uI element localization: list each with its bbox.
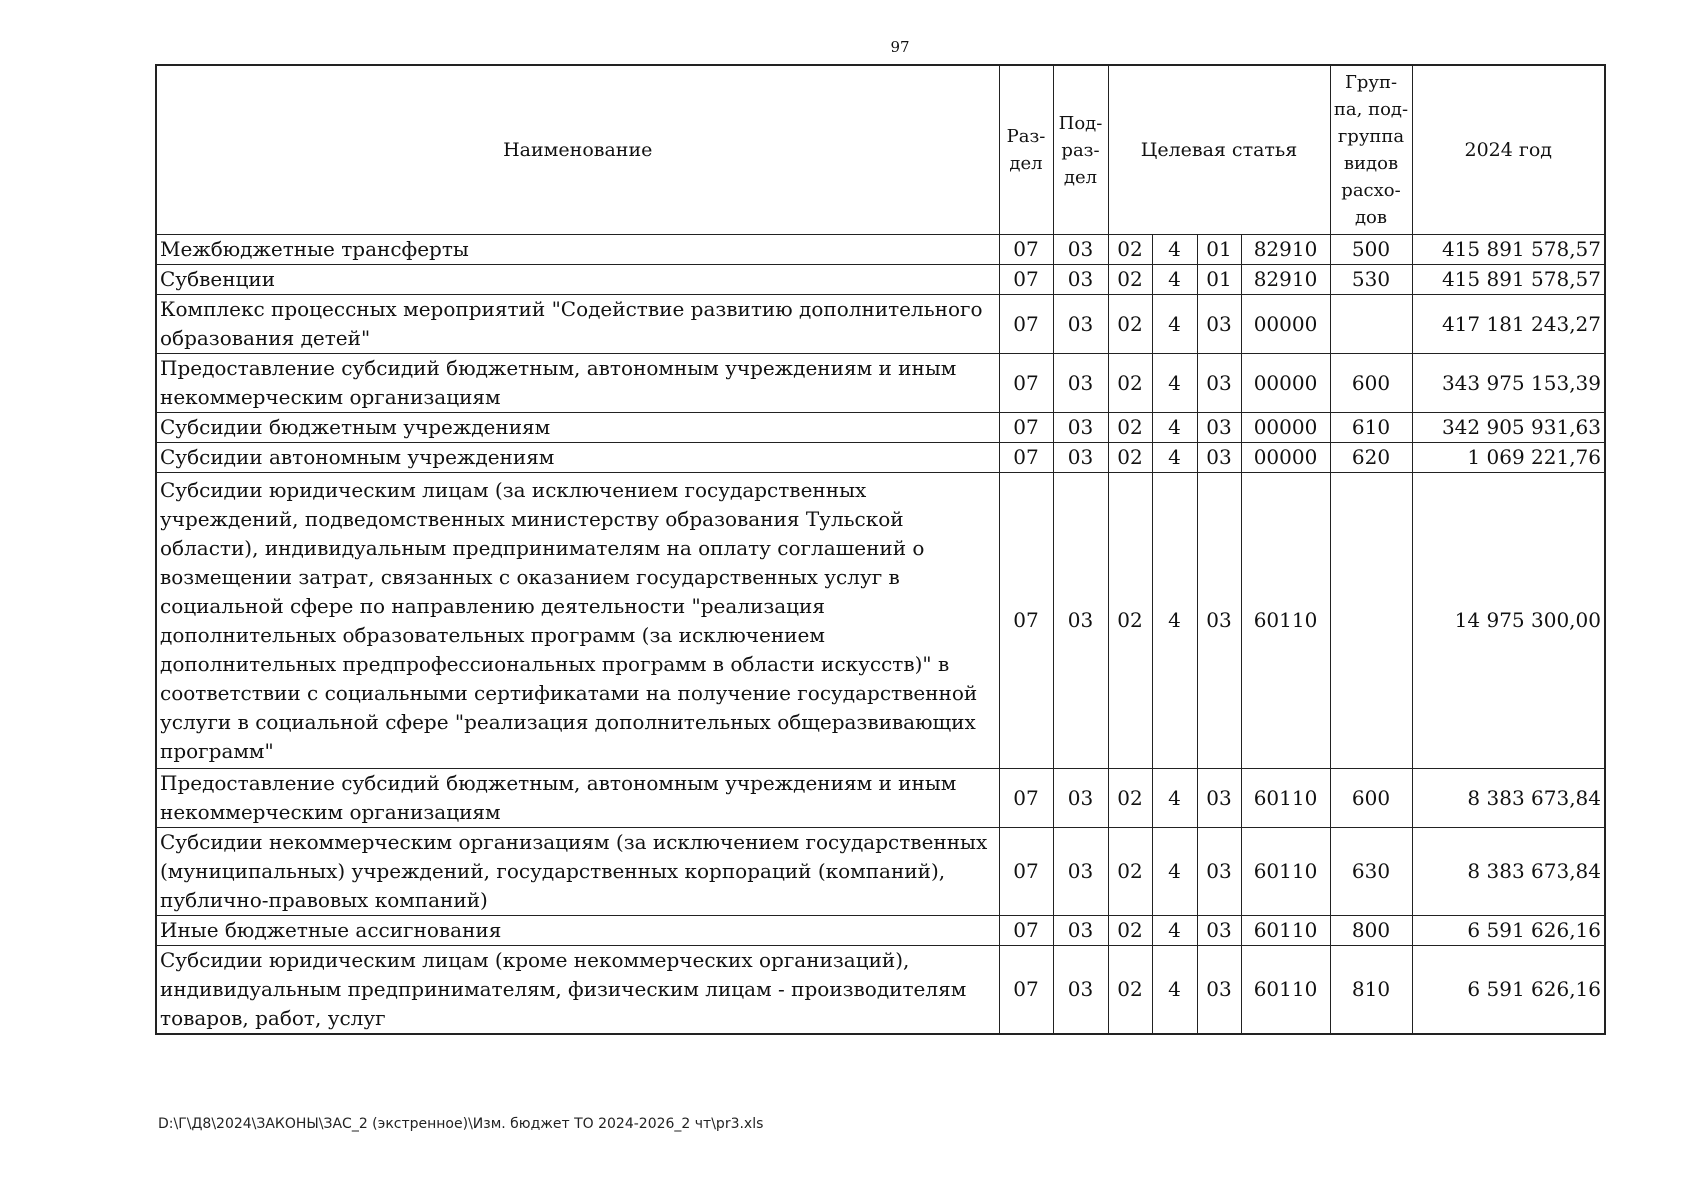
row-amount: 342 905 931,63 (1412, 413, 1605, 443)
row-group (1330, 473, 1412, 769)
row-podrazdel: 03 (1053, 946, 1108, 1035)
row-razdel: 07 (999, 295, 1053, 354)
table-row (156, 916, 1605, 946)
row-target-4: 00000 (1241, 413, 1330, 443)
row-group: 630 (1330, 828, 1412, 916)
table-row (156, 473, 1605, 769)
row-group: 600 (1330, 354, 1412, 413)
row-podrazdel: 03 (1053, 473, 1108, 769)
table-row (156, 235, 1605, 265)
row-target-2: 4 (1152, 769, 1197, 828)
row-name: Субсидии юридическим лицам (за исключением государственных учреждений, подведомственных министерству образования Тульской области), индивидуальным предпринимателям на оплату соглашений о возмещении затрат, связанных с оказанием государственных услуг в социальной сфере по направлению деятельности "реализация дополнительных образовательных программ (за исключением дополнительных предпрофессиональных программ в области искусств)" в соответствии с социальными сертификатами на получение государственной услуги в социальной сфере "реализация дополнительных общеразвивающих программ" (156, 473, 999, 769)
row-target-4: 82910 (1241, 265, 1330, 295)
header-name: Наименование (156, 65, 999, 235)
row-target-4: 00000 (1241, 443, 1330, 473)
row-amount: 415 891 578,57 (1412, 265, 1605, 295)
row-name: Субсидии бюджетным учреждениям (156, 413, 999, 443)
row-razdel: 07 (999, 828, 1053, 916)
row-target-3: 03 (1197, 916, 1241, 946)
row-amount: 6 591 626,16 (1412, 916, 1605, 946)
row-target-4: 82910 (1241, 235, 1330, 265)
row-amount: 415 891 578,57 (1412, 235, 1605, 265)
table-header-row (156, 65, 1605, 235)
table-row (156, 828, 1605, 916)
row-group: 800 (1330, 916, 1412, 946)
row-target-1: 02 (1108, 473, 1152, 769)
row-target-4: 60110 (1241, 769, 1330, 828)
row-podrazdel: 03 (1053, 354, 1108, 413)
page-number: 97 (890, 38, 910, 56)
row-target-4: 60110 (1241, 828, 1330, 916)
row-target-3: 01 (1197, 265, 1241, 295)
row-target-1: 02 (1108, 295, 1152, 354)
row-razdel: 07 (999, 265, 1053, 295)
row-target-3: 03 (1197, 473, 1241, 769)
row-group: 500 (1330, 235, 1412, 265)
row-target-4: 60110 (1241, 916, 1330, 946)
row-podrazdel: 03 (1053, 295, 1108, 354)
row-razdel: 07 (999, 473, 1053, 769)
table-row (156, 354, 1605, 413)
row-name: Субсидии автономным учреждениям (156, 443, 999, 473)
table-row (156, 265, 1605, 295)
file-path-footer: D:\Г\Д8\2024\ЗАКОНЫ\ЗАС_2 (экстренное)\Изм. бюджет ТО 2024-2026_2 чт\pr3.xls (158, 1116, 764, 1132)
row-target-2: 4 (1152, 413, 1197, 443)
header-year: 2024 год (1412, 65, 1605, 235)
row-target-1: 02 (1108, 916, 1152, 946)
row-amount: 8 383 673,84 (1412, 769, 1605, 828)
row-podrazdel: 03 (1053, 828, 1108, 916)
row-name: Комплекс процессных мероприятий "Содействие развитию дополнительного образования детей" (156, 295, 999, 354)
row-amount: 1 069 221,76 (1412, 443, 1605, 473)
row-razdel: 07 (999, 769, 1053, 828)
row-amount: 417 181 243,27 (1412, 295, 1605, 354)
row-target-3: 03 (1197, 295, 1241, 354)
header-podrazdel: Под- раз- дел (1053, 65, 1108, 235)
row-target-4: 00000 (1241, 354, 1330, 413)
row-target-2: 4 (1152, 916, 1197, 946)
row-razdel: 07 (999, 946, 1053, 1035)
row-target-1: 02 (1108, 265, 1152, 295)
table-row (156, 443, 1605, 473)
row-target-4: 60110 (1241, 473, 1330, 769)
row-amount: 14 975 300,00 (1412, 473, 1605, 769)
row-target-3: 03 (1197, 828, 1241, 916)
row-target-2: 4 (1152, 265, 1197, 295)
budget-table (155, 64, 1606, 1035)
row-name: Субсидии некоммерческим организациям (за исключением государственных (муниципальных) учреждений, государственных корпораций (компаний), публично-правовых компаний) (156, 828, 999, 916)
row-target-2: 4 (1152, 354, 1197, 413)
row-razdel: 07 (999, 354, 1053, 413)
row-target-2: 4 (1152, 828, 1197, 916)
row-target-2: 4 (1152, 235, 1197, 265)
row-group: 530 (1330, 265, 1412, 295)
row-target-3: 03 (1197, 413, 1241, 443)
row-group: 810 (1330, 946, 1412, 1035)
row-podrazdel: 03 (1053, 916, 1108, 946)
row-razdel: 07 (999, 443, 1053, 473)
table-row (156, 769, 1605, 828)
row-podrazdel: 03 (1053, 443, 1108, 473)
row-name: Межбюджетные трансферты (156, 235, 999, 265)
row-razdel: 07 (999, 413, 1053, 443)
row-name: Предоставление субсидий бюджетным, автономным учреждениям и иным некоммерческим организациям (156, 769, 999, 828)
row-target-2: 4 (1152, 295, 1197, 354)
row-target-1: 02 (1108, 443, 1152, 473)
row-name: Иные бюджетные ассигнования (156, 916, 999, 946)
row-target-4: 60110 (1241, 946, 1330, 1035)
header-group: Груп- па, под- группа видов расхо- дов (1330, 65, 1412, 235)
row-group (1330, 295, 1412, 354)
row-amount: 8 383 673,84 (1412, 828, 1605, 916)
row-target-1: 02 (1108, 828, 1152, 916)
row-name: Субсидии юридическим лицам (кроме некоммерческих организаций), индивидуальным предпринимателям, физическим лицам - производителям товаров, работ, услуг (156, 946, 999, 1035)
row-podrazdel: 03 (1053, 235, 1108, 265)
row-target-4: 00000 (1241, 295, 1330, 354)
row-target-1: 02 (1108, 413, 1152, 443)
row-podrazdel: 03 (1053, 265, 1108, 295)
row-target-1: 02 (1108, 235, 1152, 265)
table-row (156, 946, 1605, 1035)
row-target-3: 03 (1197, 769, 1241, 828)
row-razdel: 07 (999, 916, 1053, 946)
row-group: 600 (1330, 769, 1412, 828)
row-target-2: 4 (1152, 946, 1197, 1035)
row-target-3: 03 (1197, 354, 1241, 413)
row-amount: 343 975 153,39 (1412, 354, 1605, 413)
row-podrazdel: 03 (1053, 769, 1108, 828)
row-podrazdel: 03 (1053, 413, 1108, 443)
table-row (156, 295, 1605, 354)
table-row (156, 413, 1605, 443)
row-target-3: 03 (1197, 946, 1241, 1035)
row-name: Предоставление субсидий бюджетным, автономным учреждениям и иным некоммерческим организациям (156, 354, 999, 413)
row-target-2: 4 (1152, 443, 1197, 473)
row-target-3: 01 (1197, 235, 1241, 265)
row-target-1: 02 (1108, 769, 1152, 828)
row-target-1: 02 (1108, 354, 1152, 413)
row-target-1: 02 (1108, 946, 1152, 1035)
row-amount: 6 591 626,16 (1412, 946, 1605, 1035)
row-razdel: 07 (999, 235, 1053, 265)
header-target: Целевая статья (1108, 65, 1330, 235)
row-target-3: 03 (1197, 443, 1241, 473)
header-razdel: Раз- дел (999, 65, 1053, 235)
row-name: Субвенции (156, 265, 999, 295)
row-group: 610 (1330, 413, 1412, 443)
row-target-2: 4 (1152, 473, 1197, 769)
row-group: 620 (1330, 443, 1412, 473)
